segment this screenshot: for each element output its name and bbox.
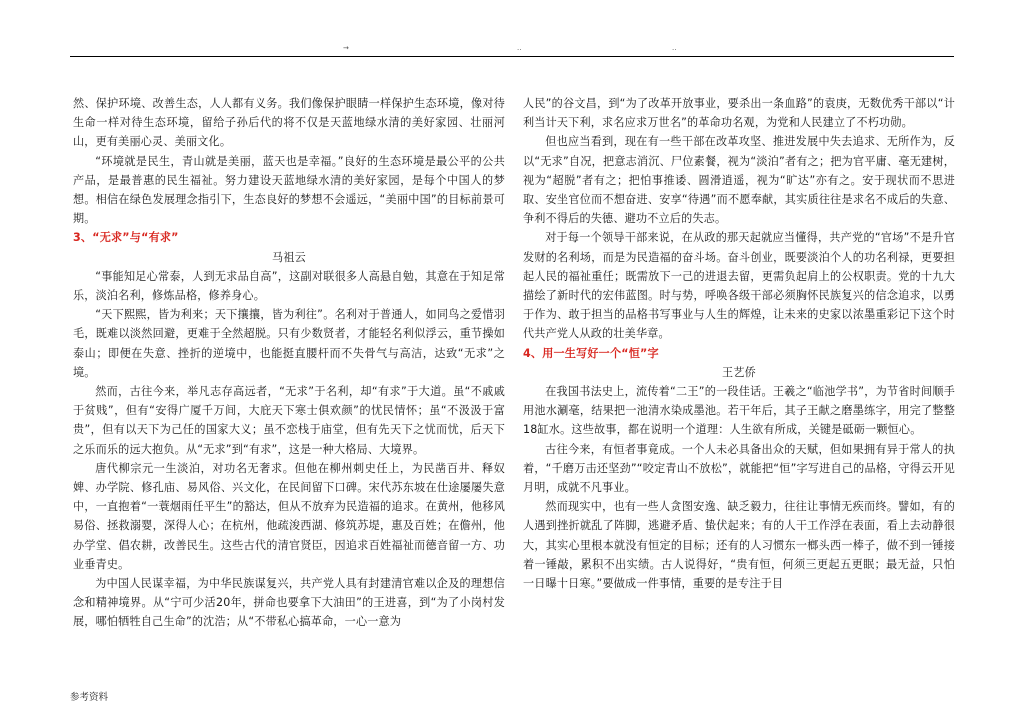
left-column [73, 94, 505, 632]
header-mark: .. [672, 44, 677, 52]
paragraph: 唐代柳宗元一生淡泊，对功名无奢求。但他在柳州刺史任上，为民凿百井、释奴婢、办学院、修孔庙、易风俗、兴文化，在民间留下口碑。宋代苏东坡在仕途屡屡失意中，一直抱着“一蓑烟雨任平生”的豁达，但从不放弃为民造福的追求。在黄州，他移风易俗、拯救溺婴，深得人心；在杭州，他疏浚西湖、修筑苏堤，惠及百姓；在儋州，他办学堂、倡农耕，改善民生。这些古代的清官贤臣，因追求百姓福祉而德音留一方、功业垂青史。 [73, 461, 505, 571]
header-mark: → [343, 44, 349, 52]
article-author: 马祖云 [272, 250, 306, 264]
paragraph: 但也应当看到，现在有一些干部在改革攻坚、推进发展中失去追求、无所作为，反以“无求”自况，把意志消沉、尸位素餐，视为“淡泊”者有之；把为官平庸、毫无建树，视为“超脱”者有之；把怕事推诿、圆滑逍遥，视为“旷达”亦有之。安于现状而不思进取、安坐官位而不想奋进、安享“待遇”而不愿奉献，其实质往往是求名不成后的失意、争利不得后的失德、避功不立后的失志。 [523, 135, 955, 226]
paragraph: “事能知足心常泰，人到无求品自高”，这副对联很多人高悬自勉，其意在于知足常乐，淡泊名利，修炼品格，修养身心。 [73, 269, 505, 303]
section-heading: 3、“无求”与“有求” [73, 231, 179, 245]
paragraph: “天下熙熙，皆为利来；天下攘攘，皆为利往”。名利对于普通人，如同鸟之爱惜羽毛，既难以淡然回避，更难于全然超脱。只有少数贤者，才能轻名利似浮云，重节操如泰山；即便在失意、挫折的逆境中，也能挺直腰杆而不失骨气与高洁，达致“无求”之境。 [73, 308, 505, 379]
header-marks [0, 44, 1024, 56]
footer-label: 参考资料 [70, 692, 109, 703]
paragraph: 古往今来，有恒者事竟成。一个人未必具备出众的天赋，但如果拥有异于常人的执着，“千磨万击还坚劲”“咬定青山不放松”，就能把“恒”字写进自己的品格，守得云开见月明，成就不凡事业。 [523, 442, 955, 495]
article-author: 王艺侨 [722, 365, 756, 379]
section-heading: 4、用一生写好一个“恒”字 [523, 346, 659, 360]
header-rule [70, 56, 954, 57]
paragraph-continued: 然、保护环境、改善生态，人人都有义务。我们像保护眼睛一样保护生态环境，像对待生命一样对待生态环境，留给子孙后代的将不仅是天蓝地绿水清的美好家园、壮丽河山，更有美丽心灵、美丽文化。 [73, 97, 505, 149]
paragraph: 在我国书法史上，流传着“二王”的一段佳话。王羲之“临池学书”，为节省时间顺手用池水涮毫，结果把一池清水染成墨池。若干年后，其子王献之磨墨练字，用完了整整18缸水。这些故事，都在说明一个道理：人生欲有所成，关键是砥砺一颗恒心。 [523, 385, 955, 437]
paragraph: “环境就是民生，青山就是美丽，蓝天也是幸福。”良好的生态环境是最公平的公共产品，是最普惠的民生福祉。努力建设天蓝地绿水清的美好家园，是每个中国人的梦想。相信在绿色发展理念指引下，生态良好的梦想不会遥远，“美丽中国”的目标前景可期。 [73, 154, 505, 226]
paragraph: 然而，古往今来，举凡志存高远者，“无求”于名利，却“有求”于大道。虽“不戚戚于贫贱”，但有“安得广厦千万间，大庇天下寒士俱欢颜”的忧民情怀；虽“不汲汲于富贵”，但有以天下为己任的国家大义；虽不恋栈于庙堂，但有先天下之忧而忧，后天下之乐而乐的远大抱负。从“无求”到“有求”，这是一种大格局、大境界。 [73, 385, 505, 456]
header-mark: .. [517, 44, 522, 52]
paragraph: 对于每一个领导干部来说，在从政的那天起就应当懂得，共产党的“官场”不是升官发财的名利场，而是为民造福的奋斗场。奋斗创业，既要淡泊个人的功名利禄，更要担起人民的福祉重任；既需放下一己的进退去留，更需负起肩上的公权职责。党的十九大描绘了新时代的宏伟蓝图。时与势，呼唤各级干部必须胸怀民族复兴的信念追求，以勇于作为、敢于担当的品格书写事业与人生的辉煌，让未来的史家以浓墨重彩记下这个时代共产党人从政的壮美华章。 [523, 231, 955, 341]
paragraph-continued: 人民”的谷文昌，到“为了改革开放事业，要杀出一条血路”的袁庚，无数优秀干部以“计利当计天下利，求名应求万世名”的革命功名观，为党和人民建立了不朽功勋。 [523, 97, 955, 130]
right-column [523, 94, 955, 593]
paragraph: 然而现实中，也有一些人贪图安逸、缺乏毅力，往往让事情无疾而终。譬如，有的人遇到挫折就乱了阵脚，逃避矛盾、蛰伏起来；有的人干工作浮在表面，看上去动静很大，其实心里根本就没有恒定的目标；还有的人习惯东一榔头西一棒子，做不到一锤接着一锤敲，累积不出实绩。古人说得好，“贵有恒，何须三更起五更眠；最无益，只怕一日曝十日寒。”要做成一件事情，重要的是专注于目 [523, 500, 955, 591]
paragraph: 为中国人民谋幸福，为中华民族谋复兴，共产党人具有封建清官难以企及的理想信念和精神境界。从“宁可少活20年，拼命也要拿下大油田”的王进喜，到“为了小岗村发展，哪怕牺牲自己生命”的沈浩；从“不带私心搞革命，一心一意为 [73, 577, 505, 629]
